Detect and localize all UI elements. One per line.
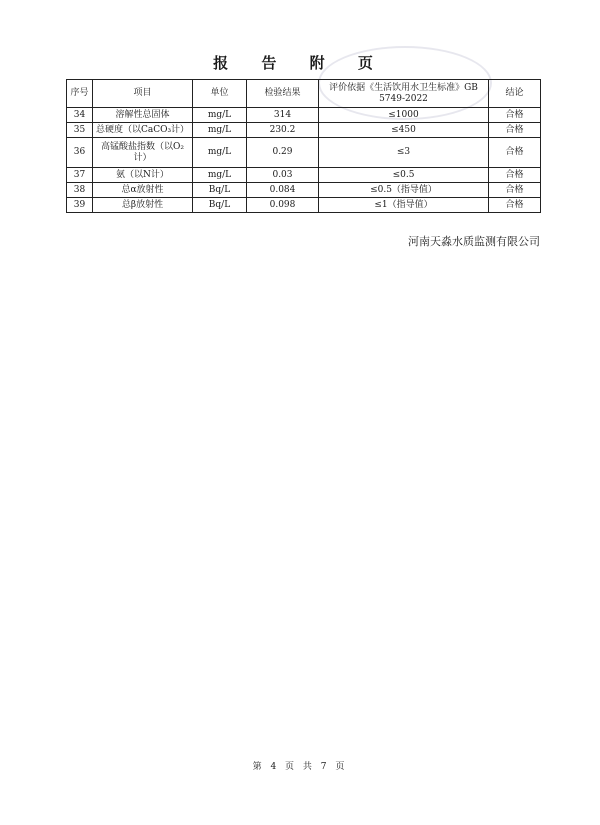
row-conclusion: 合格 — [489, 138, 541, 168]
row-seq: 36 — [67, 138, 93, 168]
table-row — [67, 183, 541, 198]
row-basis: ≤1000 — [319, 108, 489, 123]
table-header-row — [67, 80, 541, 108]
header-unit: 单位 — [193, 80, 247, 108]
row-unit: mg/L — [193, 108, 247, 123]
row-result: 230.2 — [247, 123, 319, 138]
table-row — [67, 123, 541, 138]
row-result: 0.29 — [247, 138, 319, 168]
header-seq: 序号 — [67, 80, 93, 108]
row-item: 总β放射性 — [93, 198, 193, 213]
row-basis: ≤0.5（指导值） — [319, 183, 489, 198]
row-seq: 34 — [67, 108, 93, 123]
row-unit: Bq/L — [193, 183, 247, 198]
table-row — [67, 138, 541, 168]
row-seq: 35 — [67, 123, 93, 138]
row-unit: Bq/L — [193, 198, 247, 213]
row-conclusion: 合格 — [489, 183, 541, 198]
row-item: 氨（以N计） — [93, 168, 193, 183]
row-seq: 38 — [67, 183, 93, 198]
row-basis: ≤0.5 — [319, 168, 489, 183]
row-basis: ≤450 — [319, 123, 489, 138]
row-seq: 39 — [67, 198, 93, 213]
row-item: 溶解性总固体 — [93, 108, 193, 123]
results-table — [66, 79, 541, 213]
row-result: 314 — [247, 108, 319, 123]
header-conclusion: 结论 — [489, 80, 541, 108]
row-item: 总α放射性 — [93, 183, 193, 198]
row-conclusion: 合格 — [489, 108, 541, 123]
page-footer: 第 4 页 共 7 页 — [252, 762, 348, 772]
page-title: 报 告 附 页 — [213, 54, 387, 72]
header-result: 检验结果 — [247, 80, 319, 108]
table-row — [67, 168, 541, 183]
header-item: 项目 — [93, 80, 193, 108]
row-unit: mg/L — [193, 138, 247, 168]
row-unit: mg/L — [193, 123, 247, 138]
row-item: 高锰酸盐指数（以O₂计） — [93, 138, 193, 168]
row-seq: 37 — [67, 168, 93, 183]
table-row — [67, 198, 541, 213]
scan-bleed-mark — [570, 405, 584, 520]
row-conclusion: 合格 — [489, 168, 541, 183]
company-name: 河南天淼水质监测有限公司 — [408, 235, 540, 248]
row-result: 0.084 — [247, 183, 319, 198]
row-result: 0.098 — [247, 198, 319, 213]
row-basis: ≤1（指导值） — [319, 198, 489, 213]
header-basis: 评价依据《生活饮用水卫生标准》GB 5749-2022 — [319, 80, 489, 108]
row-item: 总硬度（以CaCO₃计） — [93, 123, 193, 138]
row-unit: mg/L — [193, 168, 247, 183]
table-row — [67, 108, 541, 123]
row-conclusion: 合格 — [489, 123, 541, 138]
row-conclusion: 合格 — [489, 198, 541, 213]
row-result: 0.03 — [247, 168, 319, 183]
row-basis: ≤3 — [319, 138, 489, 168]
